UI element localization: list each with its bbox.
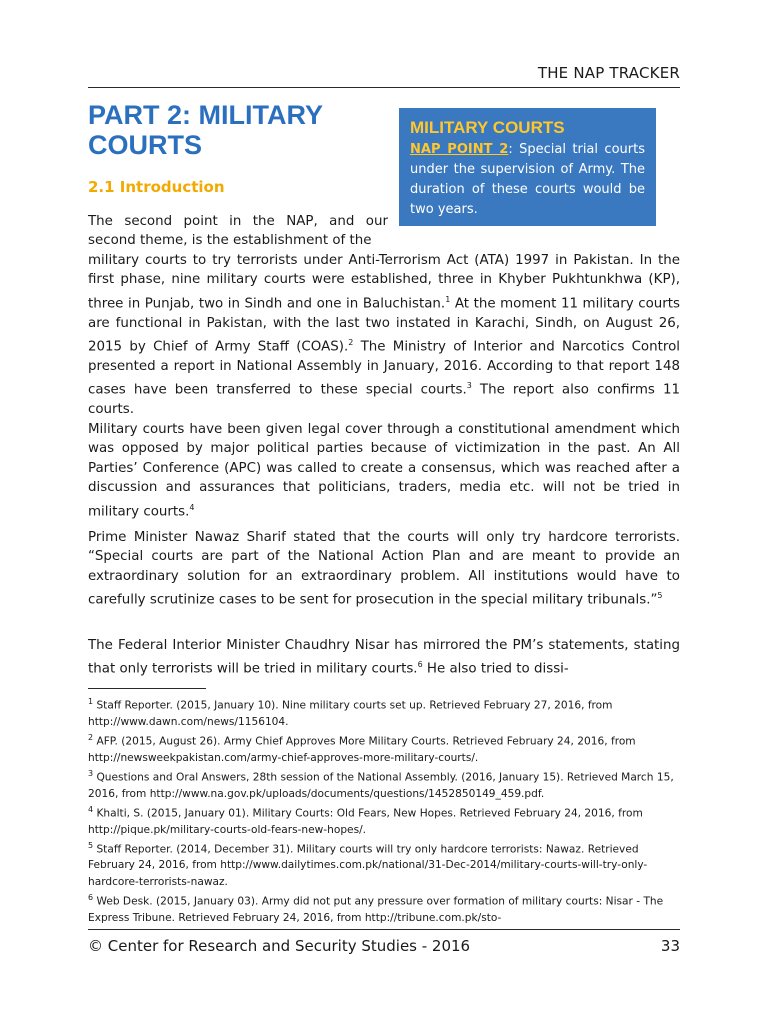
paragraph-1-part-c: The Ministry of Interior and Narcotics Control presented a report in National Assembly in January, 2016. According to that report 148 cases have been transferred to these special courts. [88,339,680,398]
footnote-2 [88,730,680,766]
footer-divider [88,929,680,930]
footnotes [88,694,680,926]
header-divider [88,87,680,88]
paragraph-4-part-b: He also tried to dissi- [422,661,569,677]
footnote-ref-6[interactable]: 6 [417,660,423,670]
footnote-ref-1[interactable]: 1 [445,294,451,304]
footnote-number: 4 [88,804,94,814]
footnote-ref-2[interactable]: 2 [348,338,354,348]
callout-box [399,108,656,226]
footnote-number: 1 [88,697,94,706]
footnote-1 [88,694,680,730]
paragraph-1 [88,251,680,420]
footnote-divider [88,688,206,689]
footnote-text: Staff Reporter. (2015, January 10). Nine military courts set up. Retrieved February 27, 2016, from http://www.dawn.com/news/1156104. [88,699,613,728]
paragraph-1-part-a: military courts to try terrorists under Anti-Terrorism Act (ATA) 1997 in Pakistan. In the first phase, nine military courts were established, three in Khyber Pukhtunkhwa (KP), three in Punjab, two in Sindh and one in Baluchistan. [88,253,680,312]
footnote-3 [88,766,680,802]
footnote-ref-3[interactable]: 3 [466,381,472,391]
footnote-number: 2 [88,732,94,742]
footnote-text: Web Desk. (2015, January 03). Army did not put any pressure over formation of military courts: Nisar - The Express Tribune. Retrieved February 24, 2016, from http://tribune.com.pk/sto- [88,895,664,924]
paragraph-2 [88,420,680,522]
callout-text [410,140,645,220]
footnote-text: Staff Reporter. (2014, December 31). Military courts will try only hardcore terrorists: Nawaz. Retrieved February 24, 2016, from http://www.dailytimes.com.pk/national/31-Dec-2014/military-courts-will-try-only-hardcore-terrorists-nawaz. [88,843,648,888]
paragraph-3-text: Prime Minister Nawaz Sharif stated that the courts will only try hardcore terrorists. “Special courts are part of the National Action Plan and are meant to provide an extraordinary solution for an extraordinary problem. All institutions would have to carefully scrutinize cases to be sent for prosecution in the special military tribunals.” [88,530,680,608]
section-title: PART 2: MILITARY COURTS [88,100,323,160]
footnote-5 [88,838,680,890]
callout-title: MILITARY COURTS [410,118,565,137]
paragraph-1-part-d: The report also confirms 11 courts. [88,382,680,418]
running-header: THE NAP TRACKER [537,64,680,82]
footnote-number: 5 [88,840,94,850]
footnote-text: Khalti, S. (2015, January 01). Military Courts: Old Fears, New Hopes. Retrieved February 24, 2016, from http://pique.pk/military-courts-old-fears-new-hopes/. [88,807,643,836]
footnote-text: AFP. (2015, August 26). Army Chief Approves More Military Courts. Retrieved February 24, 2016, from http://newsweekpakistan.com/army-chief-approves-more-military-courts/. [88,735,636,764]
callout-body: : Special trial courts under the supervision of Army. The duration of these courts would be two years. [410,142,645,217]
footnote-ref-5[interactable]: 5 [657,591,663,601]
paragraph-1-head: The second point in the NAP, and our second theme, is the establishment of the [88,214,388,249]
paragraph-2-text: Military courts have been given legal cover through a constitutional amendment which was opposed by major political parties because of victimization in the past. An All Parties’ Conference (APC) was called to create a consensus, which was reached after a discussion and assurances that politicians, traders, media etc. will not be tried in military courts. [88,422,680,520]
section-subtitle: 2.1 Introduction [88,178,225,196]
page-number: 33 [660,937,680,955]
footnote-ref-4[interactable]: 4 [189,502,195,512]
footnote-4 [88,802,680,838]
footnote-number: 3 [88,768,94,778]
paragraph-4 [88,636,680,679]
paragraph-1-part-b: At the moment 11 military courts are functional in Pakistan, with the last two instated in Karachi, Sindh, on August 26, 2015 by Chief of Army Staff (COAS). [88,296,680,355]
footer-copyright: © Center for Research and Security Studies - 2016 [88,937,471,955]
footnote-6 [88,890,680,926]
footnote-number: 6 [88,892,94,902]
paragraph-3 [88,528,680,610]
footnote-text: Questions and Oral Answers, 28th session of the National Assembly. (2016, January 15). Retrieved March 15, 2016, from http://www.na.gov.pk/uploads/documents/questions/1452850149_459.pdf. [88,771,674,800]
callout-lead: NAP POINT 2 [410,142,509,157]
paragraph-4-part-a: The Federal Interior Minister Chaudhry Nisar has mirrored the PM’s statements, stating that only terrorists will be tried in military courts. [88,638,680,677]
